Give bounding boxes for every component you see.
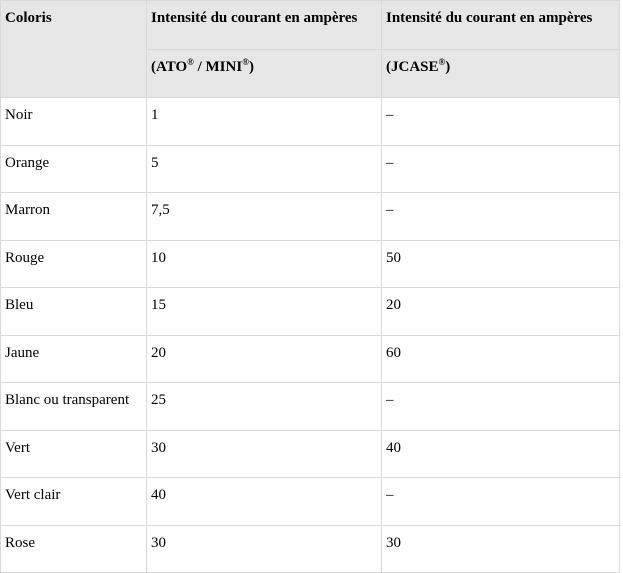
- registered-mark: ®: [242, 57, 249, 67]
- cell-color: Bleu: [1, 288, 147, 336]
- cell-ato-mini: 7,5: [147, 193, 382, 241]
- cell-ato-mini: 5: [147, 145, 382, 193]
- cell-color: Noir: [1, 98, 147, 146]
- cell-ato-mini: 25: [147, 383, 382, 431]
- closing-paren: ): [445, 59, 451, 75]
- cell-color: Vert clair: [1, 478, 147, 526]
- cell-jcase: 30: [382, 525, 620, 573]
- table-row: [1, 145, 620, 193]
- cell-color: Rose: [1, 525, 147, 573]
- cell-ato-mini: 30: [147, 430, 382, 478]
- table-row: [1, 193, 620, 241]
- header-jcase-title-text: Intensité du courant en ampères: [386, 10, 593, 26]
- cell-jcase: 20: [382, 288, 620, 336]
- header-coloris: [1, 1, 147, 98]
- cell-ato-mini: 30: [147, 525, 382, 573]
- table-row: [1, 288, 620, 336]
- header-row: [1, 1, 620, 50]
- cell-jcase: –: [382, 193, 620, 241]
- cell-ato-mini: 15: [147, 288, 382, 336]
- table-row: [1, 430, 620, 478]
- header-ato-mini-title: [147, 1, 382, 50]
- cell-jcase: –: [382, 478, 620, 526]
- cell-color: Vert: [1, 430, 147, 478]
- header-coloris-label: Coloris: [5, 10, 52, 26]
- registered-mark: ®: [438, 57, 446, 67]
- table-row: [1, 383, 620, 431]
- jcase-label: (JCASE: [386, 59, 439, 75]
- cell-color: Orange: [1, 145, 147, 193]
- cell-ato-mini: 20: [147, 335, 382, 383]
- mini-label: / MINI: [193, 59, 243, 75]
- cell-ato-mini: 10: [147, 240, 382, 288]
- cell-jcase: –: [382, 98, 620, 146]
- cell-jcase: 40: [382, 430, 620, 478]
- cell-ato-mini: 1: [147, 98, 382, 146]
- closing-paren: ): [248, 59, 254, 75]
- table-row: [1, 335, 620, 383]
- table-row: [1, 98, 620, 146]
- table-row: [1, 525, 620, 573]
- table-row: [1, 240, 620, 288]
- table-row: [1, 478, 620, 526]
- cell-jcase: –: [382, 383, 620, 431]
- cell-ato-mini: 40: [147, 478, 382, 526]
- cell-color: Jaune: [1, 335, 147, 383]
- ato-label: (ATO: [151, 59, 188, 75]
- registered-mark: ®: [187, 57, 194, 67]
- header-ato-mini-title-text: Intensité du courant en ampères: [151, 10, 358, 26]
- cell-color: Blanc ou transparent: [1, 383, 147, 431]
- header-jcase-title: [382, 1, 620, 50]
- cell-jcase: –: [382, 145, 620, 193]
- header-jcase-sub: [382, 50, 620, 98]
- cell-color: Rouge: [1, 240, 147, 288]
- cell-jcase: 60: [382, 335, 620, 383]
- cell-color: Marron: [1, 193, 147, 241]
- header-ato-mini-sub: [147, 50, 382, 98]
- cell-jcase: 50: [382, 240, 620, 288]
